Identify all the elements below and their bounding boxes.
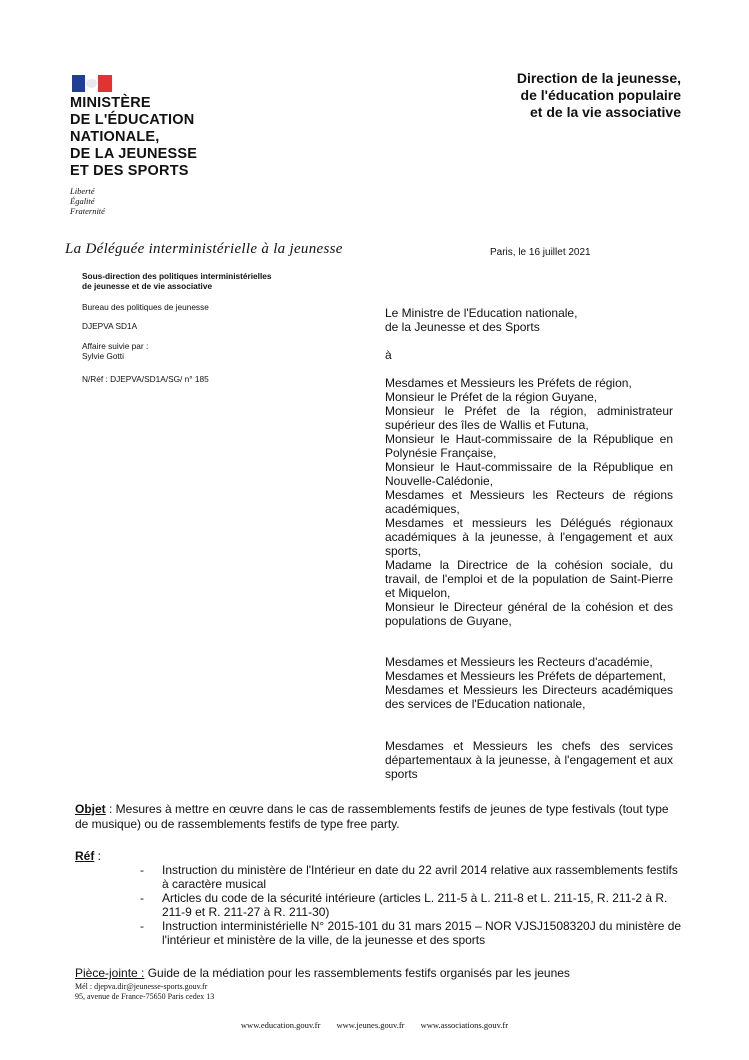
recipient: Monsieur le Directeur général de la cohésion et des populations de Guyane, [385, 600, 673, 628]
footer-link-jeunes[interactable]: www.jeunes.gouv.fr [336, 1020, 405, 1030]
references-heading: Réf : [75, 849, 102, 863]
republic-motto: Liberté Égalité Fraternité [70, 186, 105, 216]
contact-info [75, 982, 214, 1002]
republic-flag-logo [72, 75, 112, 92]
attachment [75, 966, 680, 981]
recipient: Mesdames et Messieurs les Préfets de département, [385, 669, 666, 683]
footer-links [0, 1020, 749, 1030]
recipients-list-2 [385, 655, 673, 711]
recipient: Mesdames et Messieurs les Préfets de région, [385, 376, 632, 390]
footer-link-education[interactable]: www.education.gouv.fr [240, 1020, 321, 1030]
subject-text: : Mesures à mettre en œuvre dans le cas de rassemblements festifs de jeunes de type festivals (tout type de musique) ou de rassemblements festifs de type free party. [75, 802, 669, 831]
ministry-name: MINISTÈRE DE L'ÉDUCATION NATIONALE, DE LA JEUNESSE ET DES SPORTS [70, 95, 198, 179]
subdirection: Sous-direction des politiques interministérielles de jeunesse et de vie associative [82, 271, 272, 291]
service-reference: DJEPVA SD1A [82, 321, 138, 331]
list-item: - Instruction interministérielle N° 2015-101 du 31 mars 2015 – NOR VJSJ1508320J du ministère de l'intérieur et ministère de la ville, de la jeunesse et des sports [140, 919, 682, 947]
recipients-list [385, 376, 673, 628]
bureau: Bureau des politiques de jeunesse [82, 302, 209, 312]
recipient: Monsieur le Haut-commissaire de la République en Nouvelle-Calédonie, [385, 460, 673, 488]
contact-address: 95, avenue de France-75650 Paris cedex 13 [75, 992, 215, 1001]
recipient: Mesdames et Messieurs les chefs des services départementaux à la jeunesse, à l'engagement et aux sports [385, 739, 673, 781]
recipient: Monsieur le Haut-commissaire de la République en Polynésie Française, [385, 432, 673, 460]
attachment-text: Guide de la médiation pour les rassemblements festifs organisés par les jeunes [144, 966, 570, 980]
recipient: Monsieur le Préfet de la région Guyane, [385, 390, 598, 404]
recipients-list-3 [385, 739, 673, 781]
subject [75, 802, 680, 832]
references-list [140, 863, 685, 947]
recipient: Mesdames et Messieurs les Recteurs de régions académiques, [385, 488, 673, 516]
letter-date: Paris, le 16 juillet 2021 [490, 247, 591, 258]
recipient: Monsieur le Préfet de la région, administrateur supérieur des îles de Wallis et Futuna, [385, 404, 673, 432]
to-label: à [385, 348, 392, 362]
sender: Le Ministre de l'Education nationale, de la Jeunesse et des Sports [385, 306, 578, 334]
list-item: - Instruction du ministère de l'Intérieur en date du 22 avril 2014 relative aux rassemblements festifs à caractère musical [140, 863, 678, 891]
recipient: Mesdames et Messieurs les Recteurs d'académie, [385, 655, 653, 669]
attachment-label: Pièce-jointe : [75, 966, 145, 980]
direction-title: Direction de la jeunesse, de l'éducation populaire et de la vie associative [516, 70, 681, 120]
footer-link-associations[interactable]: www.associations.gouv.fr [420, 1020, 509, 1030]
our-reference: N/Réf : DJEPVA/SD1A/SG/ n° 185 [82, 374, 209, 384]
list-item: - Articles du code de la sécurité intérieure (articles L. 211-5 à L. 211-8 et L. 211-15, R. 211-2 à R. 211-9 et R. 211-27 à R. 211-30) [140, 891, 668, 919]
case-handler: Affaire suivie par : Sylvie Gotti [82, 341, 149, 361]
recipient: Mesdames et Messieurs les Directeurs académiques des services de l'Education nationale, [385, 683, 673, 711]
delegate-signature-heading: La Déléguée interministérielle à la jeunesse [65, 241, 343, 257]
subject-label: Objet [75, 802, 106, 816]
recipient: Madame la Directrice de la cohésion sociale, du travail, de l'emploi et de la population de Saint-Pierre et Miquelon, [385, 558, 673, 600]
recipient: Mesdames et messieurs les Délégués régionaux académiques à la jeunesse, à l'engagement et aux sports, [385, 516, 673, 558]
contact-email: Mél : djepva.dir@jeunesse-sports.gouv.fr [75, 982, 208, 991]
